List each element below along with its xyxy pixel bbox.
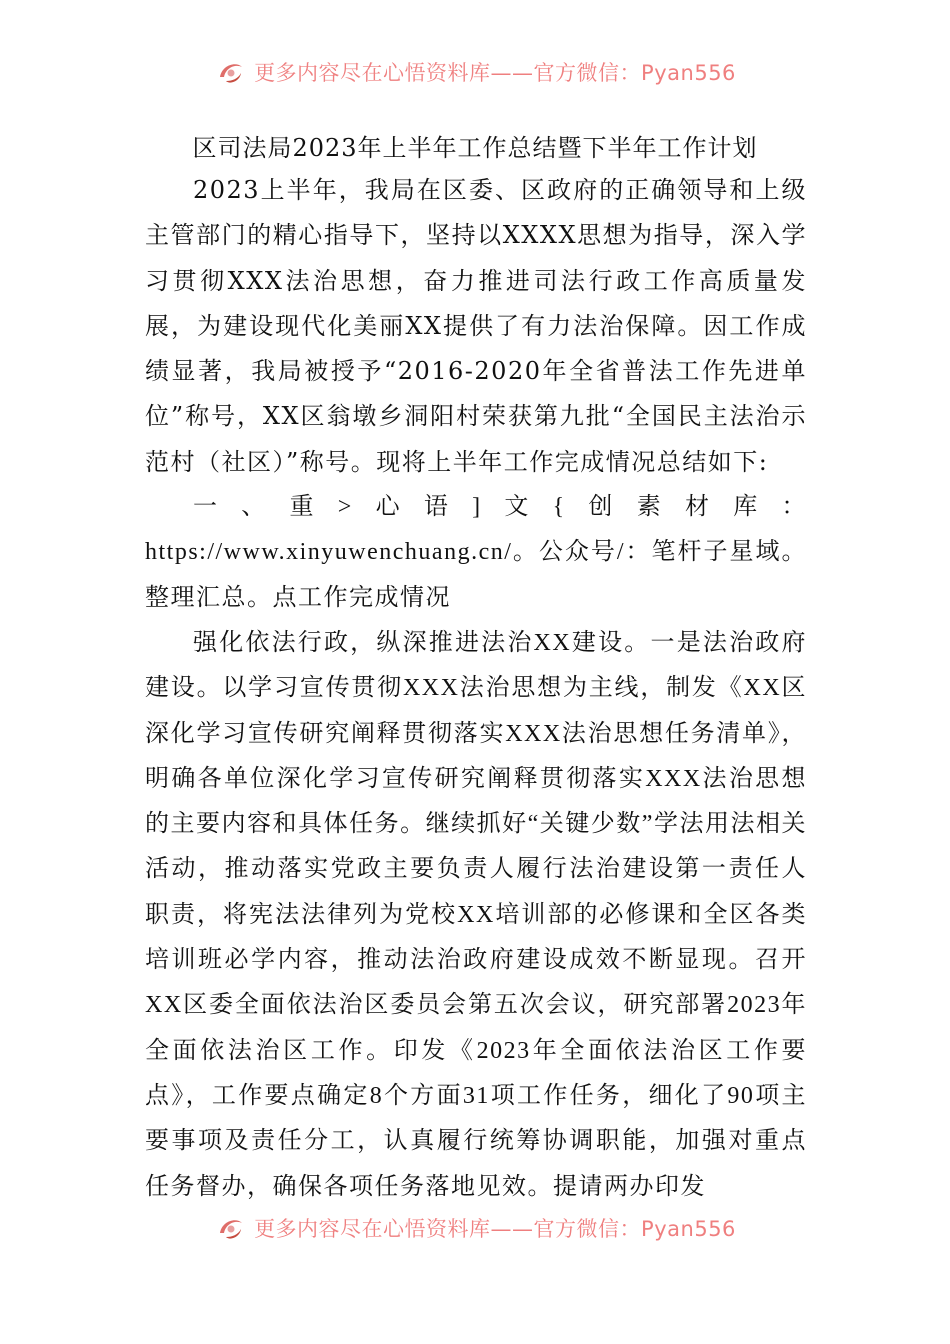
footer-watermark [0, 1208, 950, 1248]
swirl-logo-icon [214, 55, 248, 89]
swirl-logo-icon [214, 1211, 248, 1245]
document-body [145, 168, 807, 1210]
watermark-text: 更多内容尽在心悟资料库——官方微信：Pyan556 [254, 61, 736, 85]
intro-paragraph: 2023上半年，我局在区委、区政府的正确领导和上级主管部门的精心指导下，坚持以XXXX思想为指导，深入学习贯彻XXX法治思想，奋力推进司法行政工作高质量发展，为建设现代化美丽XX提供了有力法治保障。因工作成绩显著，我局被授予“2016-2020年全省普法工作先进单位”称号，XX区翁墩乡洞阳村荣获第九批“全国民主法治示范村（社区）”称号。现将上半年工作完成情况总结如下: [145, 176, 807, 476]
watermark-text: 更多内容尽在心悟资料库——官方微信：Pyan556 [254, 1217, 736, 1241]
header-watermark [0, 52, 950, 92]
document-title: 区司法局2023年上半年工作总结暨下半年工作计划 [192, 134, 758, 162]
section-heading: 一、重>心语]文{创素材库：https://www.xinyuwenchuang.cn/。公众号/：笔杆子星域。整理汇总。点工作完成情况 [145, 494, 807, 611]
section-paragraph: 强化依法行政，纵深推进法治XX建设。一是法治政府建设。以学习宣传贯彻XXX法治思想为主线，制发《XX区深化学习宣传研究阐释贯彻落实XXX法治思想任务清单》，明确各单位深化学习宣传研究阐释贯彻落实XXX法治思想的主要内容和具体任务。继续抓好“关键少数”学法用法相关活动，推动落实党政主要负责人履行法治建设第一责任人职责，将宪法法律列为党校XX培训部的必修课和全区各类培训班必学内容，推动法治政府建设成效不断显现。召开XX区委全面依法治区委员会第五次会议，研究部署2023年全面依法治区工作。印发《2023年全面依法治区工作要点》，工作要点确定8个方面31项工作任务，细化了90项主要事项及责任分工，认真履行统筹协调职能，加强对重点任务督办，确保各项任务落地见效。提请两办印发 [145, 629, 807, 1200]
